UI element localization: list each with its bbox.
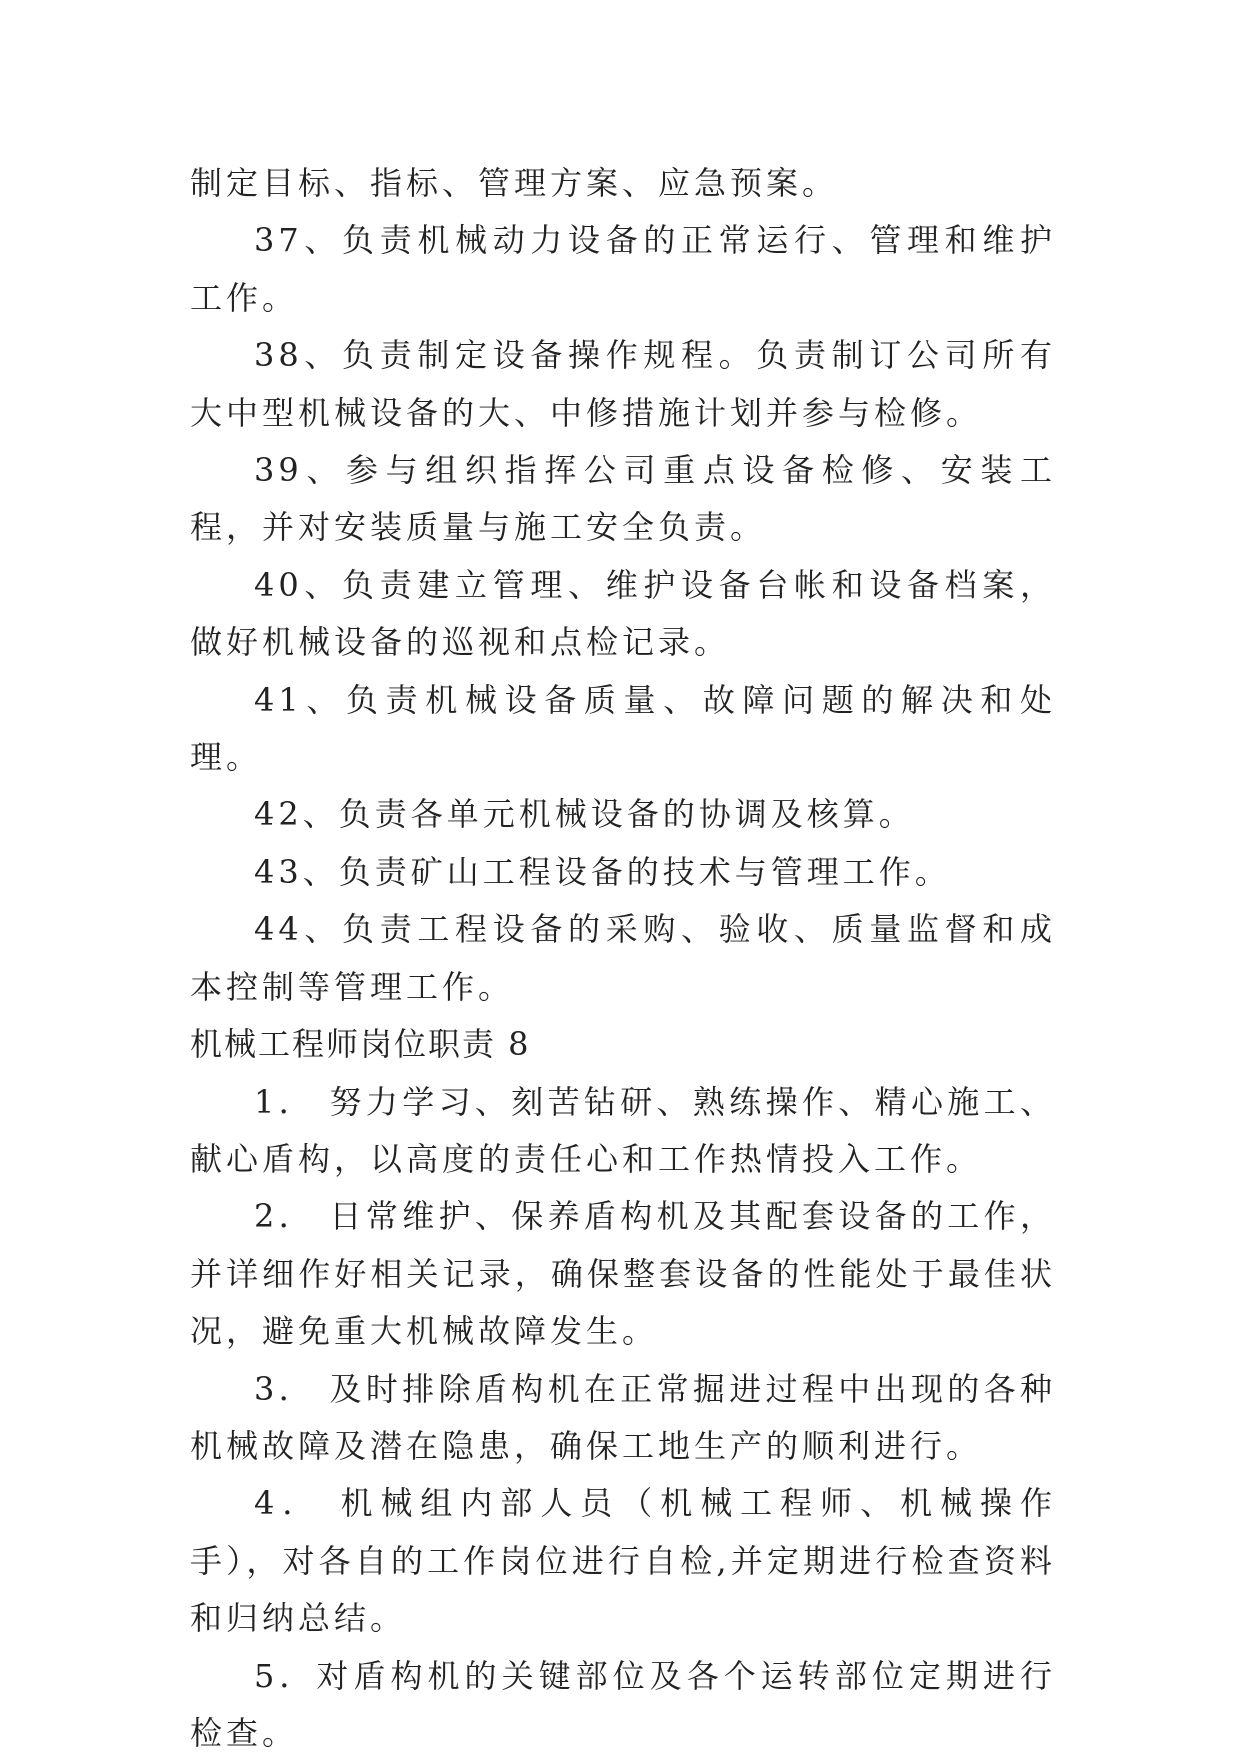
paragraph: 制定目标、指标、管理方案、应急预案。	[190, 164, 839, 202]
paragraph-item-1: 1． 努力学习、刻苦钻研、熟练操作、精心施工、献心盾构，以高度的责任心和工作热情投入工作。	[190, 1082, 1056, 1178]
paragraph-item-40: 40、负责建立管理、维护设备台帐和设备档案，做好机械设备的巡视和点检记录。	[190, 565, 1056, 662]
paragraph-item-3: 3． 及时排除盾构机在正常掘进过程中出现的各种机械故障及潜在隐患，确保工地生产的顺利进行。	[190, 1369, 1056, 1465]
paragraph-item-43: 43、负责矿山工程设备的技术与管理工作。	[254, 852, 951, 891]
paragraph-item-37: 37、负责机械动力设备的正常运行、管理和维护工作。	[190, 221, 1056, 317]
section-heading: 机械工程师岗位职责 8	[190, 1025, 531, 1064]
paragraph-item-2: 2． 日常维护、保养盾构机及其配套设备的工作，并详细作好相关记录，确保整套设备的性能处于最佳状况，避免重大机械故障发生。	[190, 1197, 1056, 1351]
document-body	[190, 155, 1056, 1762]
paragraph-item-44: 44、负责工程设备的采购、验收、质量监督和成本控制等管理工作。	[190, 910, 1056, 1006]
paragraph-item-39: 39、参与组织指挥公司重点设备检修、安装工程，并对安装质量与施工安全负责。	[190, 451, 1056, 547]
paragraph-item-38: 38、负责制定设备操作规程。负责制订公司所有大中型机械设备的大、中修措施计划并参与检修。	[190, 336, 1056, 432]
paragraph-item-42: 42、负责各单元机械设备的协调及核算。	[254, 795, 915, 834]
paragraph-item-41: 41、负责机械设备质量、故障问题的解决和处理。	[190, 680, 1056, 777]
paragraph-item-4: 4． 机械组内部人员（机械工程师、机械操作手），对各自的工作岗位进行自检,并定期进行检查资料和归纳总结。	[190, 1484, 1056, 1638]
paragraph-item-5: 5．对盾构机的关键部位及各个运转部位定期进行检查。	[190, 1656, 1056, 1752]
